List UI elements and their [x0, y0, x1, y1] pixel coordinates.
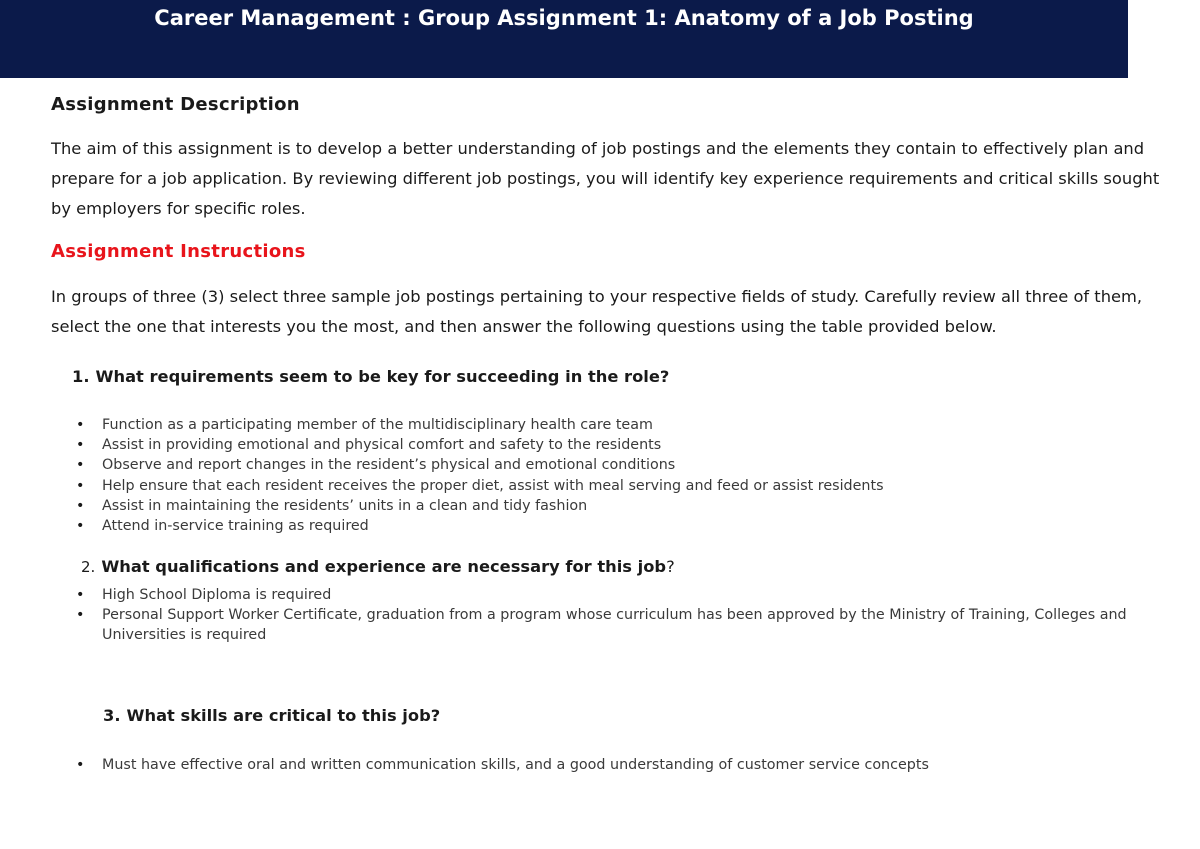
list-item: • Assist in providing emotional and physical comfort and safety to the residents	[74, 435, 1164, 455]
list-item: • Observe and report changes in the resident’s physical and emotional conditions	[74, 455, 1164, 475]
bullet-icon: •	[76, 757, 85, 773]
list-item: • Personal Support Worker Certificate, graduation from a program whose curriculum has been approved by the Ministry of Training, Colleges and Universities is required	[76, 607, 1127, 644]
assignment-instructions-text: In groups of three (3) select three sample job postings pertaining to your respective fields of study. Carefully review all three of them, select the one that interests you the most, and then answer the following questions using the table provided below.	[51, 287, 1143, 336]
bullet-icon: •	[76, 587, 85, 603]
bullet-icon: •	[76, 417, 85, 433]
question-1-text: What requirements seem to be key for succeeding in the role?	[95, 367, 670, 386]
bullet-icon: •	[76, 477, 85, 494]
document-title: Career Management : Group Assignment 1: Anatomy of a Job Posting	[154, 6, 974, 30]
question-1-number: 1.	[72, 367, 90, 386]
question-3-number: 3.	[103, 706, 121, 725]
question-2-text: What qualifications and experience are necessary for this job	[101, 557, 667, 576]
bullet-icon: •	[76, 437, 85, 454]
assignment-instructions-heading: Assignment Instructions	[51, 241, 306, 262]
assignment-description-text: The aim of this assignment is to develop a better understanding of job postings and the elements they contain to effectively plan and prepare for a job application. By reviewing different job postings, you will identify key experience requirements and critical skills sought by employers for specific roles.	[51, 139, 1160, 218]
question-3	[103, 704, 440, 728]
question-2	[81, 555, 675, 579]
assignment-description-heading: Assignment Description	[51, 94, 300, 115]
list-item: • Attend in-service training as required	[74, 516, 1164, 536]
list-item: • High School Diploma is required	[74, 585, 1164, 605]
question-3-text: What skills are critical to this job?	[126, 706, 441, 725]
question-3-answers	[74, 755, 1164, 775]
question-2-tail: ?	[666, 557, 675, 576]
bullet-icon: •	[76, 497, 85, 514]
list-item: • Must have effective oral and written communication skills, and a good understanding of customer service concepts	[74, 755, 1164, 775]
bullet-icon: •	[76, 457, 85, 474]
question-2-number: 2.	[81, 558, 96, 576]
question-1-answers	[74, 415, 1164, 536]
list-item: • Help ensure that each resident receives the proper diet, assist with meal serving and feed or assist residents	[74, 476, 1164, 496]
question-1	[72, 365, 669, 389]
bullet-icon: •	[76, 518, 85, 535]
question-2-answers	[74, 585, 1164, 646]
bullet-icon: •	[76, 607, 85, 624]
list-item: • Assist in maintaining the residents’ units in a clean and tidy fashion	[74, 496, 1164, 516]
list-item: • Function as a participating member of the multidisciplinary health care team	[74, 415, 1164, 435]
